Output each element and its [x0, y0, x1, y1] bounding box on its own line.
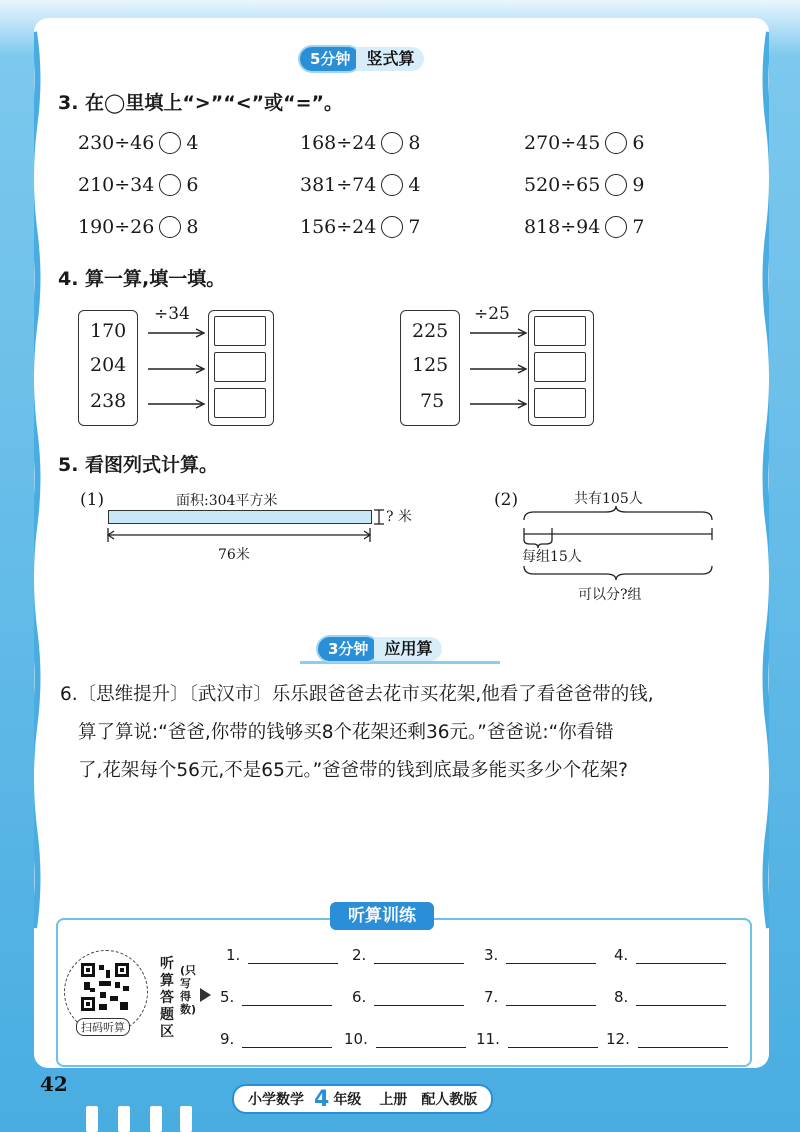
page-number: 42	[40, 1072, 68, 1096]
footer-term: 上册	[379, 1092, 408, 1108]
answer-slot[interactable]: 5.	[220, 988, 332, 1006]
answer-circle[interactable]	[605, 132, 627, 154]
q4-right-num: 125	[412, 354, 449, 376]
q3-item: 210÷34 6	[78, 174, 199, 196]
qr-code-icon[interactable]	[80, 962, 130, 1012]
q4-right-arrows	[468, 325, 532, 415]
answer-cell[interactable]	[214, 388, 266, 418]
answer-slot[interactable]: 9.	[220, 1030, 332, 1048]
q3-item: 156÷24 7	[300, 216, 421, 238]
answer-slot[interactable]: 12.	[606, 1030, 728, 1048]
q3-item: 270÷45 6	[524, 132, 645, 154]
answer-slot[interactable]: 10.	[344, 1030, 466, 1048]
qr-label: 扫码听算	[76, 1018, 130, 1036]
q4-title: 4. 算一算,填一填。	[58, 268, 226, 290]
q6-line: 了,花架每个56元,不是65元。”爸爸带的钱到底最多能买多少个花架?	[78, 760, 628, 781]
q3-item: 381÷74 4	[300, 174, 421, 196]
footer-subject: 小学数学	[248, 1092, 304, 1108]
answer-circle[interactable]	[159, 216, 181, 238]
answer-slot[interactable]: 2.	[352, 946, 464, 964]
footer-edition: 配人教版	[421, 1092, 478, 1108]
answer-circle[interactable]	[381, 174, 403, 196]
answer-note: (只写得数)	[180, 964, 197, 1016]
answer-circle[interactable]	[605, 174, 627, 196]
q5-p2-question: 可以分?组	[578, 587, 642, 603]
q4-left-num: 170	[90, 320, 127, 342]
q3-item: 520÷65 9	[524, 174, 645, 196]
time-badge: 3分钟	[318, 637, 378, 661]
book-spine-decoration	[86, 1102, 196, 1132]
listening-title: 听算训练	[330, 902, 434, 930]
q5-p1-label: (1)	[80, 490, 105, 510]
q6-line: 算了算说:“爸爸,你带的钱够买8个花架还剩36元。”爸爸说:“你看错	[78, 722, 614, 743]
section-name: 应用算	[374, 637, 442, 661]
footer-banner	[232, 1084, 493, 1114]
q4-right-num: 75	[420, 390, 445, 412]
answer-circle[interactable]	[381, 216, 403, 238]
answer-slot[interactable]: 11.	[476, 1030, 598, 1048]
answer-cell[interactable]	[214, 316, 266, 346]
q4-left-num: 204	[90, 354, 127, 376]
q3-item: 230÷46 4	[78, 132, 199, 154]
answer-circle[interactable]	[159, 132, 181, 154]
footer-grade: 年级	[333, 1092, 362, 1108]
section-name: 竖式算	[356, 47, 424, 71]
q3-item: 818÷94 7	[524, 216, 645, 238]
section-tag-application	[318, 636, 442, 662]
answer-slot[interactable]: 8.	[614, 988, 726, 1006]
answer-circle[interactable]	[605, 216, 627, 238]
q5-rectangle	[108, 510, 372, 524]
answer-slot[interactable]: 6.	[352, 988, 464, 1006]
section-tag-mental	[300, 46, 424, 72]
answer-cell[interactable]	[534, 352, 586, 382]
answer-slot[interactable]: 1.	[226, 946, 338, 964]
q5-height-marker	[372, 506, 386, 528]
time-badge: 5分钟	[300, 47, 360, 71]
q6-line: 6.〔思维提升〕〔武汉市〕乐乐跟爸爸去花市买花架,他看了看爸爸带的钱,	[60, 684, 654, 705]
q5-p1-width: 76米	[218, 547, 250, 563]
q5-p2-label: (2)	[494, 490, 519, 510]
answer-area-label: 听算答题区	[160, 956, 174, 1040]
answer-slot[interactable]: 3.	[484, 946, 596, 964]
answer-cell[interactable]	[534, 388, 586, 418]
answer-slot[interactable]: 7.	[484, 988, 596, 1006]
q5-width-arrow	[104, 528, 376, 544]
q4-right-op: ÷25	[474, 304, 510, 324]
q5-p2-group: 每组15人	[522, 549, 582, 565]
answer-cell[interactable]	[534, 316, 586, 346]
answer-cell[interactable]	[214, 352, 266, 382]
answer-circle[interactable]	[159, 174, 181, 196]
q4-left-num: 238	[90, 390, 127, 412]
q3-item: 190÷26 8	[78, 216, 199, 238]
footer-grade-number: 4	[314, 1086, 330, 1112]
q3-item: 168÷24 8	[300, 132, 421, 154]
play-icon	[200, 988, 211, 1002]
q4-left-arrows	[146, 325, 210, 415]
answer-circle[interactable]	[381, 132, 403, 154]
q5-p1-area: 面积:304平方米	[176, 493, 278, 509]
answer-slot[interactable]: 4.	[614, 946, 726, 964]
q4-left-op: ÷34	[154, 304, 190, 324]
q4-right-num: 225	[412, 320, 449, 342]
q5-title: 5. 看图列式计算。	[58, 454, 219, 476]
q5-p2-total: 共有105人	[574, 491, 643, 507]
q3-title: 3. 在◯里填上“>”“<”或“=”。	[58, 92, 344, 114]
q5-p1-height: ? 米	[386, 509, 412, 525]
